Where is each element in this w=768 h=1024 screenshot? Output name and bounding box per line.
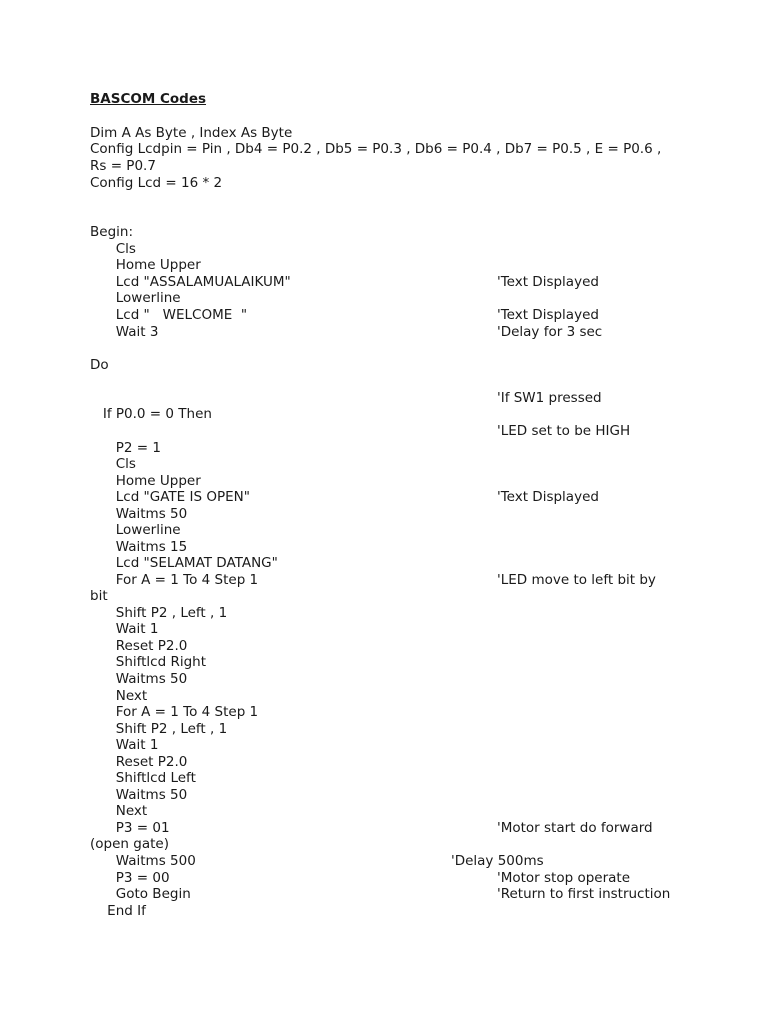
code-line: Home Upper <box>90 473 201 489</box>
code-line: Cls <box>90 241 136 257</box>
code-line: P3 = 00 <box>90 870 170 886</box>
code-comment: 'If SW1 pressed <box>497 390 602 406</box>
code-line: (open gate) <box>90 836 169 852</box>
code-line: Wait 1 <box>90 737 159 753</box>
code-line: P2 = 1 <box>90 440 161 456</box>
code-line: Lcd " WELCOME " <box>90 307 248 323</box>
code-line: Waitms 50 <box>90 787 188 803</box>
code-comment: 'Text Displayed <box>497 307 599 323</box>
code-line: For A = 1 To 4 Step 1 <box>90 572 259 588</box>
code-line: Waitms 15 <box>90 539 188 555</box>
code-line: Waitms 50 <box>90 671 188 687</box>
code-line: Lowerline <box>90 522 181 538</box>
code-comment: 'Motor start do forward <box>497 820 653 836</box>
code-line: Next <box>90 688 148 704</box>
code-line: Lowerline <box>90 290 181 306</box>
code-line: Reset P2.0 <box>90 754 188 770</box>
code-line: Waitms 50 <box>90 506 188 522</box>
code-line: Next <box>90 803 148 819</box>
code-line: Home Upper <box>90 257 201 273</box>
code-line: If P0.0 = 0 Then <box>90 406 212 422</box>
code-line: Lcd "GATE IS OPEN" <box>90 489 250 505</box>
code-line: Begin: <box>90 224 133 240</box>
code-line: For A = 1 To 4 Step 1 <box>90 704 259 720</box>
code-line: Wait 1 <box>90 621 159 637</box>
code-line: Dim A As Byte , Index As Byte <box>90 125 293 141</box>
code-line: Config Lcdpin = Pin , Db4 = P0.2 , Db5 = P0.3 , Db6 = P0.4 , Db7 = P0.5 , E = P0.6 , <box>90 141 662 157</box>
code-line: Config Lcd = 16 * 2 <box>90 175 223 191</box>
code-comment: 'LED set to be HIGH <box>497 423 631 439</box>
code-line: Wait 3 <box>90 324 159 340</box>
code-line: Shift P2 , Left , 1 <box>90 605 228 621</box>
code-line: Reset P2.0 <box>90 638 188 654</box>
code-line: Shiftlcd Left <box>90 770 196 786</box>
code-comment: 'Return to first instruction <box>497 886 671 902</box>
code-comment: 'Text Displayed <box>497 274 599 290</box>
code-line: Shiftlcd Right <box>90 654 207 670</box>
code-line: Waitms 500 <box>90 853 196 869</box>
code-line: P3 = 01 <box>90 820 170 836</box>
code-line: Do <box>90 357 109 373</box>
code-comment: 'Motor stop operate <box>497 870 631 886</box>
code-line: bit <box>90 588 108 604</box>
code-line: Cls <box>90 456 136 472</box>
code-line: Shift P2 , Left , 1 <box>90 721 228 737</box>
code-line: Goto Begin <box>90 886 191 902</box>
code-line: Rs = P0.7 <box>90 158 156 174</box>
code-line: Lcd "ASSALAMUALAIKUM" <box>90 274 291 290</box>
code-comment: 'Delay 500ms <box>451 853 544 869</box>
code-line: Lcd "SELAMAT DATANG" <box>90 555 278 571</box>
code-comment: 'Delay for 3 sec <box>497 324 603 340</box>
document-title: BASCOM Codes <box>90 91 207 107</box>
code-comment: 'Text Displayed <box>497 489 599 505</box>
code-line: End If <box>90 903 146 919</box>
code-comment: 'LED move to left bit by <box>497 572 656 588</box>
